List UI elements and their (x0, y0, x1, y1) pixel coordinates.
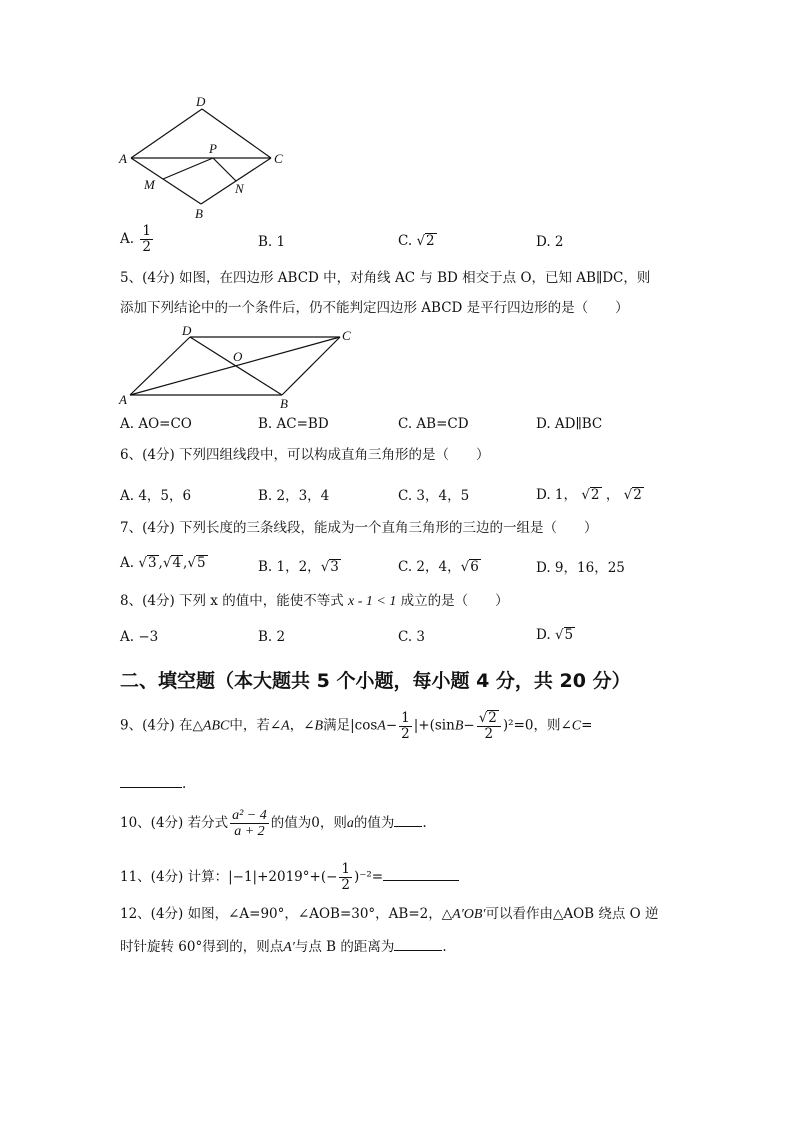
q7-a-radicand-1: 3 (147, 555, 157, 571)
q4-option-b: B. 1 (258, 234, 286, 250)
q5-line1: 5、(4分) 如图，在四边形 ABCD 中，对角线 AC 与 BD 相交于点 O，已知 AB∥DC，则 (120, 270, 651, 286)
q11-line (120, 862, 459, 893)
label-d: D (182, 323, 192, 338)
q8-d-radicand: 5 (564, 627, 574, 643)
sqrt-symbol: √ (460, 559, 470, 575)
q9-var: A (281, 718, 290, 734)
q10-numerator: a² − 4 (232, 808, 267, 823)
q8-inequality: x - 1 < 1 (348, 594, 397, 609)
q9-fraction-2 (477, 710, 501, 742)
segment-ab (131, 158, 201, 204)
sqrt-symbol: √ (623, 487, 633, 503)
q6-d-prefix: D. 1， (536, 487, 578, 503)
q12-text: 与点 B 的距离为 (294, 939, 395, 955)
q12-line2 (120, 936, 447, 958)
q9-f2-denominator: 2 (484, 726, 494, 742)
q7-a-radicand-3: 5 (196, 555, 206, 571)
q4-a-denominator: 2 (142, 239, 151, 255)
section-heading: 二、填空题（本大题共 5 个小题，每小题 4 分，共 20 分） (120, 670, 631, 692)
q6-d-radicand-1: 2 (590, 487, 600, 503)
label-n: N (235, 181, 244, 196)
parallelogram-figure (110, 322, 360, 412)
q11-text: 11、(4分) 计算： (120, 869, 229, 885)
segment-ad (131, 109, 202, 158)
q9-text: |+(sin (413, 717, 455, 734)
q5-option-a: A. AO=CO (120, 416, 192, 432)
q6-d-separator: ， (605, 487, 620, 503)
q4-a-numerator: 1 (142, 223, 151, 239)
q9-text: )²=0，则∠ (502, 717, 572, 734)
q9-text: 中，若∠ (229, 717, 282, 734)
answer-blank[interactable] (120, 773, 182, 788)
q5-option-c: C. AB=CD (398, 416, 469, 432)
q6-option-c: C. 3，4，5 (398, 488, 470, 504)
q7-c-radicand: 6 (470, 559, 479, 575)
sqrt-symbol: √ (138, 555, 147, 571)
q10-line (120, 808, 427, 839)
q9-var: A (377, 718, 386, 734)
label-c: C (342, 328, 351, 343)
q6-line: 6、(4分) 下列四组线段中，可以构成直角三角形的是（ ） (120, 447, 490, 463)
q7-a-sep: , (158, 555, 163, 571)
q8-option-b: B. 2 (258, 629, 286, 645)
q4-option-d: D. 2 (536, 234, 564, 250)
label-a: A (119, 151, 127, 166)
segment-pn (213, 158, 236, 181)
q9-var: C (571, 718, 582, 734)
q6-option-d (536, 483, 644, 503)
q9-var: B (314, 718, 324, 734)
q11-expression: )⁻²= (354, 869, 384, 885)
q9-f1-numerator: 1 (401, 709, 410, 726)
segment-bc (282, 337, 340, 395)
label-b: B (280, 396, 288, 411)
sqrt-symbol: √ (187, 555, 196, 571)
q7-line: 7、(4分) 下列长度的三条线段，能成为一个直角三角形的三边的一组是（ ） (120, 520, 598, 536)
q12-text: 12、(4分) 如图，∠A=90°，∠AOB=30°，AB=2，△ (120, 906, 453, 922)
segment-bd (190, 337, 282, 395)
q8-option-a: A. −3 (120, 629, 159, 645)
q7-option-c (398, 555, 481, 575)
rhombus-figure (110, 92, 295, 222)
q9-text: 满足|cos (323, 717, 378, 734)
sqrt-symbol: √ (478, 710, 488, 726)
q10-var: a (346, 816, 354, 831)
q4-option-c (398, 233, 437, 249)
q7-a-radicand-2: 4 (172, 555, 182, 571)
q7-option-a (120, 555, 208, 571)
q8-option-c: C. 3 (398, 629, 426, 645)
label-m: M (144, 177, 155, 192)
q8-text-b: 成立的是（ ） (400, 593, 509, 609)
q9-var: ABC (202, 718, 230, 734)
q10-text: 10、(4分) 若分式 (120, 815, 229, 831)
q12-line1 (120, 904, 659, 925)
answer-blank[interactable] (383, 866, 459, 881)
label-d: D (196, 94, 206, 109)
q12-tail: . (442, 939, 447, 955)
q10-text: 的值为 (353, 815, 395, 831)
q5-option-d: D. AD∥BC (536, 416, 603, 432)
q9-f2-numerator (477, 710, 501, 727)
q9-text: ，∠ (289, 717, 315, 734)
label-o: O (233, 349, 243, 364)
q12-var: A′OB′ (452, 907, 486, 922)
q9-text: − (385, 717, 398, 734)
q9-fraction-1 (399, 711, 412, 742)
sqrt-symbol: √ (554, 627, 564, 643)
q10-text: 的值为0，则 (270, 815, 347, 831)
label-c: C (274, 151, 283, 166)
q9-line (120, 710, 592, 742)
q9-text: = (581, 717, 593, 734)
q5-option-b: B. AC=BD (258, 416, 329, 432)
q11-fraction (339, 862, 352, 893)
q8-d-prefix: D. (536, 627, 551, 643)
q11-expression: |−1|+2019°+(− (228, 869, 338, 885)
q4-c-prefix: C. (398, 233, 413, 249)
q4-option-a (120, 224, 155, 255)
q8-line (120, 591, 509, 612)
q9-text: − (463, 717, 475, 734)
q12-text: 时针旋转 60°得到的，则点 (120, 939, 284, 955)
q4-a-fraction (140, 224, 153, 255)
q7-b-prefix: B. 1，2， (258, 559, 321, 575)
q7-a-sep: , (183, 555, 188, 571)
q11-numerator: 1 (341, 861, 350, 877)
q9-tail: . (182, 776, 187, 792)
q5-line2: 添加下列结论中的一个条件后，仍不能判定四边形 ABCD 是平行四边形的是（ ） (120, 300, 629, 316)
q7-c-prefix: C. 2，4， (398, 559, 461, 575)
q12-text: 可以看作由△AOB 绕点 O 逆 (485, 906, 659, 922)
answer-blank[interactable] (394, 812, 422, 827)
q8-option-d (536, 627, 575, 643)
q6-d-radicand-2: 2 (633, 487, 642, 503)
q6-option-a: A. 4，5，6 (120, 488, 192, 504)
q10-tail: . (422, 815, 427, 831)
q7-b-radicand: 3 (330, 559, 339, 575)
q9-f1-denominator: 2 (401, 725, 410, 742)
q11-denominator: 2 (341, 877, 350, 893)
q4-c-radicand: 2 (426, 233, 435, 249)
q9-var: B (454, 718, 464, 734)
q12-var: A′ (283, 940, 295, 955)
sqrt-symbol: √ (162, 555, 172, 571)
q7-a-prefix: A. (120, 555, 135, 571)
q4-a-prefix: A. (120, 231, 135, 247)
q7-option-d: D. 9，16，25 (536, 560, 625, 576)
q9-f2-radicand: 2 (488, 710, 497, 726)
label-b: B (195, 206, 203, 221)
q10-denominator: a + 2 (234, 824, 265, 839)
segment-pm (163, 158, 213, 179)
q10-fraction (230, 808, 269, 839)
sqrt-symbol: √ (581, 487, 590, 503)
q8-text-a: 8、(4分) 下列 x 的值中，能使不等式 (120, 593, 344, 609)
label-a: A (119, 392, 127, 407)
answer-blank[interactable] (394, 936, 442, 951)
label-p: P (209, 141, 217, 156)
q9-answer-line (120, 773, 186, 794)
sqrt-symbol: √ (320, 559, 330, 575)
sqrt-symbol: √ (416, 233, 426, 249)
q7-option-b (258, 555, 341, 575)
q6-option-b: B. 2，3，4 (258, 488, 330, 504)
q9-text: 9、(4分) 在△ (120, 717, 203, 734)
